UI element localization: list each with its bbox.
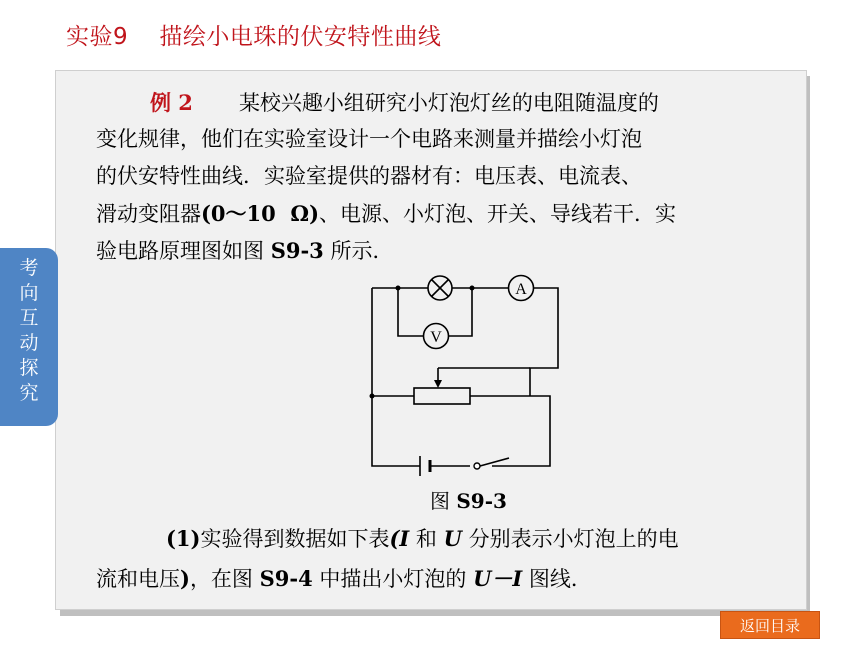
example-line-5 [96,232,796,270]
question-line-1 [96,520,796,558]
text-run: 、电源、小灯泡、开关、导线若干．实 [319,202,677,226]
text-run: 流和电压 [96,567,180,591]
example-label: 例 2 [150,90,193,115]
text-run: 中描出小灯泡的 [312,567,474,591]
side-tab-char: 探 [19,357,39,379]
text-run: 实验得到数据如下表 [200,527,390,551]
rheostat-icon [414,388,470,404]
side-tab-label [14,256,44,406]
text-run: ) [180,566,190,591]
side-tab-char: 究 [19,382,39,404]
text-run: ，在图 [189,567,260,591]
circuit-wire [530,288,558,396]
text-run: 分别表示小灯泡上的电 [461,527,679,551]
side-tab-char: 考 [19,257,39,279]
circuit-wire [448,288,472,336]
question-number: (1) [166,526,201,551]
slide-title: 实验9 描绘小电珠的伏安特性曲线 [66,24,442,50]
circuit-diagram [360,272,570,484]
caption-prefix: 图 [430,489,450,513]
figure-ref: S9-3 [270,238,324,263]
symbol-i: (I [389,526,410,551]
voltmeter-label: V [430,329,442,346]
figure-caption [430,485,507,514]
circuit-wire [492,396,550,466]
text-run: 所示． [330,239,394,263]
text-run: 滑动变阻器 [96,202,201,226]
text-run: 和 [409,527,444,551]
back-to-contents-button[interactable]: 返回目录 [720,611,820,639]
example-line-2: 变化规律，他们在实验室设计一个电路来测量并描绘小灯泡 [96,127,642,151]
figure-ref: S9-4 [259,566,313,591]
example-line-3: 的伏安特性曲线．实验室提供的器材有：电压表、电流表、 [96,164,642,188]
side-tab-char: 向 [19,282,39,304]
range-value: (0～10 Ω) [201,201,320,226]
example-text: 某校兴趣小组研究小灯泡灯丝的电阻随温度的 [238,91,659,115]
symbol-ui: U－I [473,566,523,591]
side-tab-char: 互 [19,307,39,329]
example-line-4 [96,195,796,233]
circuit-wire [398,288,424,336]
symbol-u: U [443,526,462,551]
example-line-1 [96,84,796,122]
question-line-2 [96,560,796,598]
side-tab-char: 动 [19,332,39,354]
circuit-wire [372,288,420,466]
text-run: 验电路原理图如图 [96,239,264,263]
side-tab-nav[interactable] [0,248,58,426]
caption-id: S9-3 [456,489,507,513]
ammeter-label: A [515,281,527,298]
switch-icon [480,458,509,466]
text-run: 图线． [522,567,592,591]
